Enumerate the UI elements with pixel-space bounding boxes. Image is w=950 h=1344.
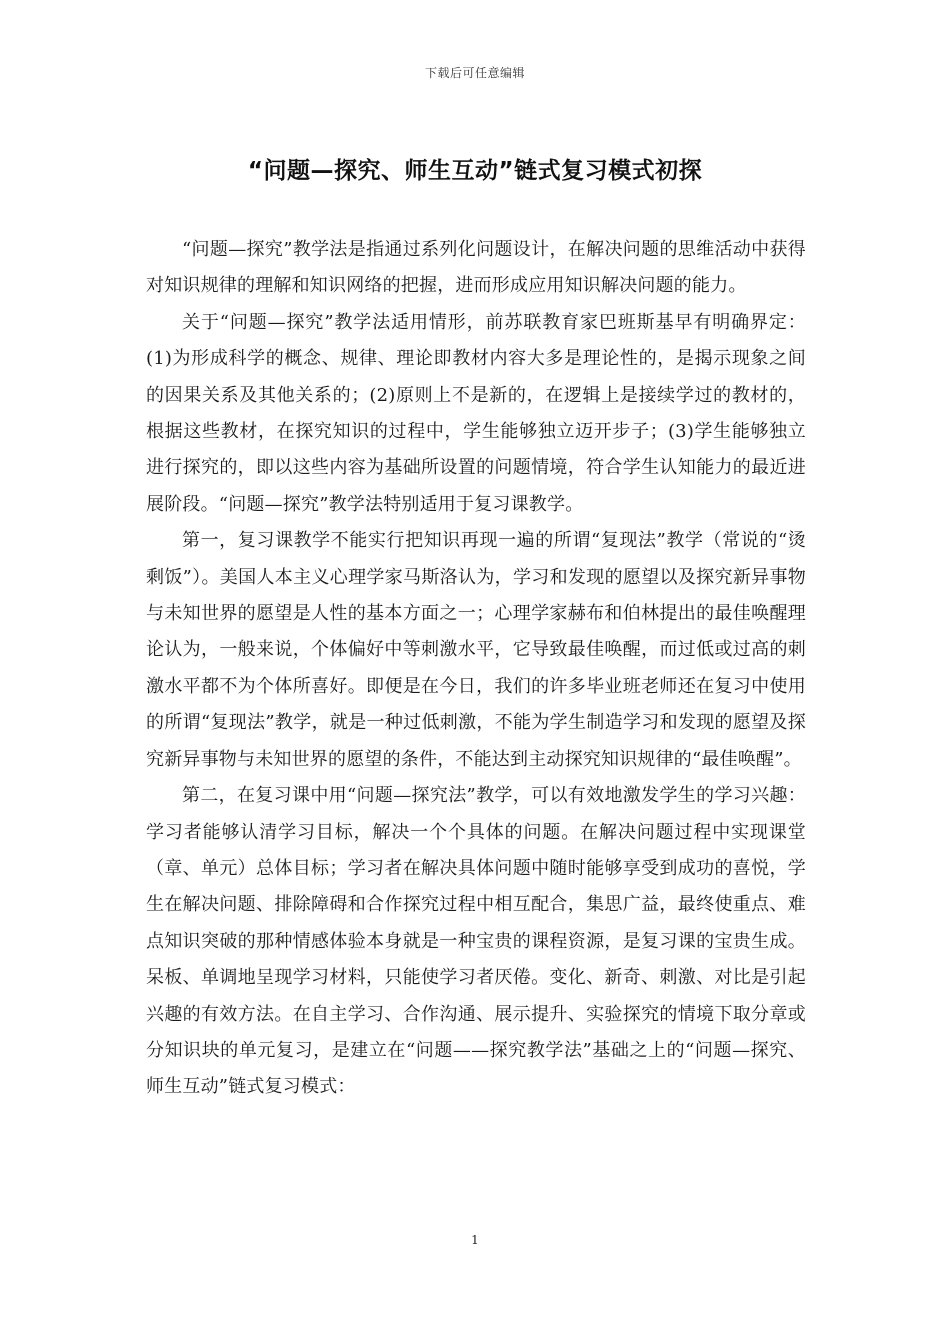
document-title: “问题—探究、师生互动”链式复习模式初探 [247, 158, 703, 184]
paragraph-intro: “问题—探究”教学法是指通过系列化问题设计，在解决问题的思维活动中获得对知识规律的理解和知识网络的把握，进而形成应用知识解决问题的能力。 [146, 239, 806, 297]
page-number: 1 [471, 1233, 479, 1247]
paragraph-second-point: 第二，在复习课中用“问题—探究法”教学，可以有效地激发学生的学习兴趣：学习者能够认清学习目标，解决一个个具体的问题。在解决问题过程中实现课堂（章、单元）总体目标；学习者在解决具体问题中随时能够享受到成功的喜悦，学生在解决问题、排除障碍和合作探究过程中相互配合，集思广益，最终使重点、难点知识突破的那种情感体验本身就是一种宝贵的课程资源，是复习课的宝贵生成。呆板、单调地呈现学习材料，只能使学习者厌倦。变化、新奇、刺激、对比是引起兴趣的有效方法。在自主学习、合作沟通、展示提升、实验探究的情境下取分章或分知识块的单元复习，是建立在“问题——探究教学法”基础之上的“问题—探究、师生互动”链式复习模式： [146, 785, 806, 1098]
document-body [146, 232, 806, 1106]
header-note: 下载后可任意编辑 [424, 66, 525, 80]
paragraph-first-point: 第一，复习课教学不能实行把知识再现一遍的所谓“复现法”教学（常说的“烫剩饭”）。美国人本主义心理学家马斯洛认为，学习和发现的愿望以及探究新异事物与未知世界的愿望是人性的基本方面之一；心理学家赫布和伯林提出的最佳唤醒理论认为，一般来说，个体偏好中等刺激水平，它导致最佳唤醒，而过低或过高的刺激水平都不为个体所喜好。即便是在今日，我们的许多毕业班老师还在复习中使用的所谓“复现法”教学，就是一种过低刺激，不能为学生制造学习和发现的愿望及探究新异事物与未知世界的愿望的条件，不能达到主动探究知识规律的“最佳唤醒”。 [146, 530, 806, 770]
paragraph-applicability: 关于“问题—探究”教学法适用情形，前苏联教育家巴班斯基早有明确界定：(1)为形成科学的概念、规律、理论即教材内容大多是理论性的，是揭示现象之间的因果关系及其他关系的；(2)原则上不是新的，在逻辑上是接续学过的教材的，根据这些教材，在探究知识的过程中，学生能够独立迈开步子；(3)学生能够独立进行探究的，即以这些内容为基础所设置的问题情境，符合学生认知能力的最近进展阶段。“问题—探究”教学法特别适用于复习课教学。 [146, 311, 806, 515]
